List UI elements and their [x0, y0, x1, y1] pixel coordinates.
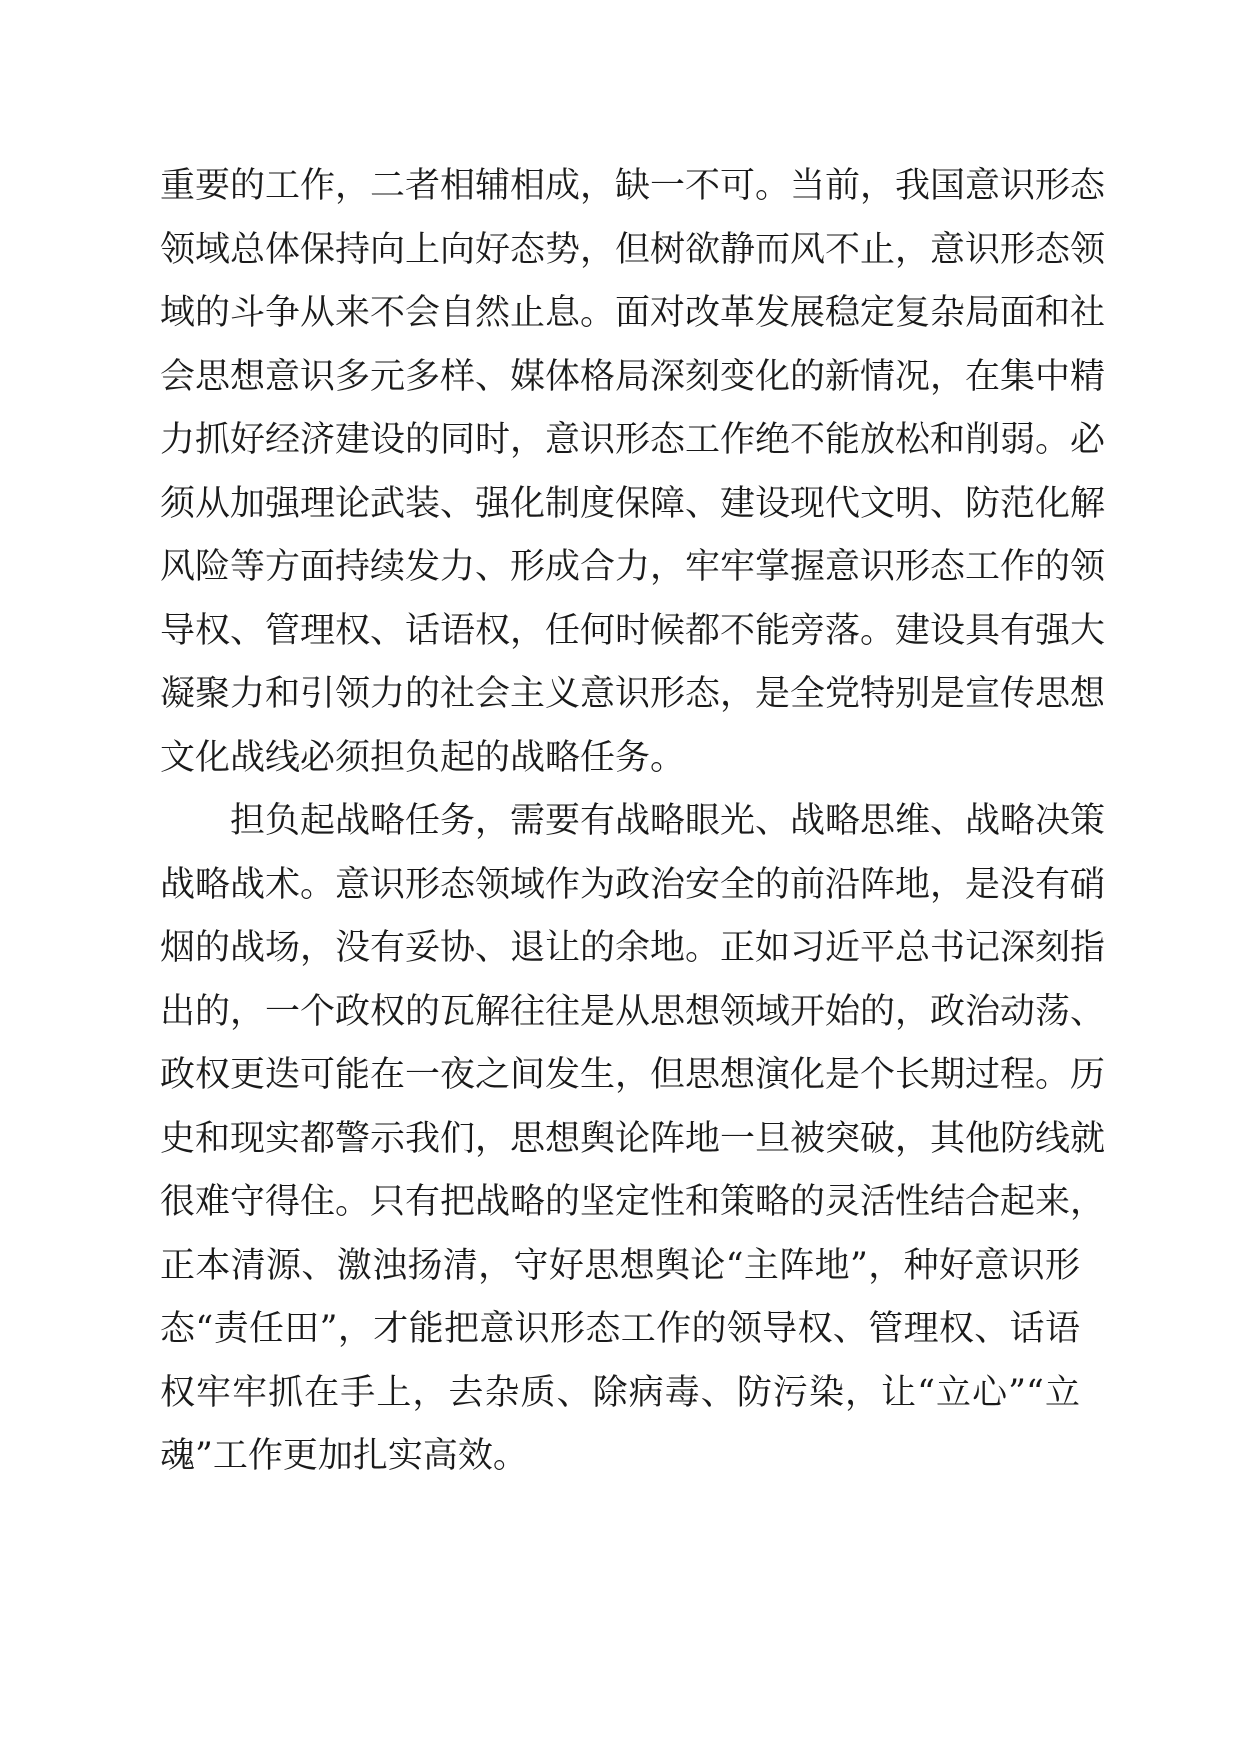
text-line: 出的，一个政权的瓦解往往是从思想领域开始的，政治动荡、 — [160, 991, 1106, 1032]
text-line: 重要的工作，二者相辅相成，缺一不可。当前，我国意识形态 — [160, 166, 1106, 206]
text-line: 力抓好经济建设的同时，意识形态工作绝不能放松和削弱。必 — [160, 420, 1106, 460]
text-line: 政权更迭可能在一夜之间发生，但思想演化是个长期过程。历 — [160, 1055, 1106, 1095]
text-line: 风险等方面持续发力、形成合力，牢牢掌握意识形态工作的领 — [160, 547, 1106, 587]
text-line: 魂”工作更加扎实高效。 — [160, 1436, 528, 1476]
text-line: 凝聚力和引领力的社会主义意识形态，是全党特别是宣传思想 — [160, 674, 1106, 714]
paragraph-2 — [160, 790, 1106, 1489]
text-line: 导权、管理权、话语权，任何时候都不能旁落。建设具有强大 — [160, 610, 1106, 651]
text-line: 担负起战略任务，需要有战略眼光、战略思维、战略决策 — [230, 801, 1106, 841]
text-line: 域的斗争从来不会自然止息。面对改革发展稳定复杂局面和社 — [160, 293, 1106, 333]
text-line: 须从加强理论武装、强化制度保障、建设现代文明、防范化解 — [160, 483, 1106, 524]
document-body — [160, 155, 1106, 1489]
text-line: 态“责任田”，才能把意识形态工作的领导权、管理权、话语 — [160, 1309, 1080, 1349]
text-line: 烟的战场，没有妥协、退让的余地。正如习近平总书记深刻指 — [160, 928, 1106, 968]
text-line: 战略战术。意识形态领域作为政治安全的前沿阵地，是没有硝 — [160, 864, 1106, 905]
text-line: 史和现实都警示我们，思想舆论阵地一旦被突破，其他防线就 — [160, 1118, 1106, 1159]
text-line: 很难守得住。只有把战略的坚定性和策略的灵活性结合起来， — [160, 1182, 1106, 1222]
text-line: 正本清源、激浊扬清，守好思想舆论“主阵地”，种好意识形 — [160, 1245, 1080, 1286]
text-line: 会思想意识多元多样、媒体格局深刻变化的新情况，在集中精 — [160, 356, 1106, 397]
text-line: 领域总体保持向上向好态势，但树欲静而风不止，意识形态领 — [160, 229, 1106, 270]
text-line: 权牢牢抓在手上，去杂质、除病毒、防污染，让“立心”“立 — [160, 1372, 1080, 1413]
paragraph-1 — [160, 155, 1106, 790]
text-line: 文化战线必须担负起的战略任务。 — [160, 737, 686, 778]
